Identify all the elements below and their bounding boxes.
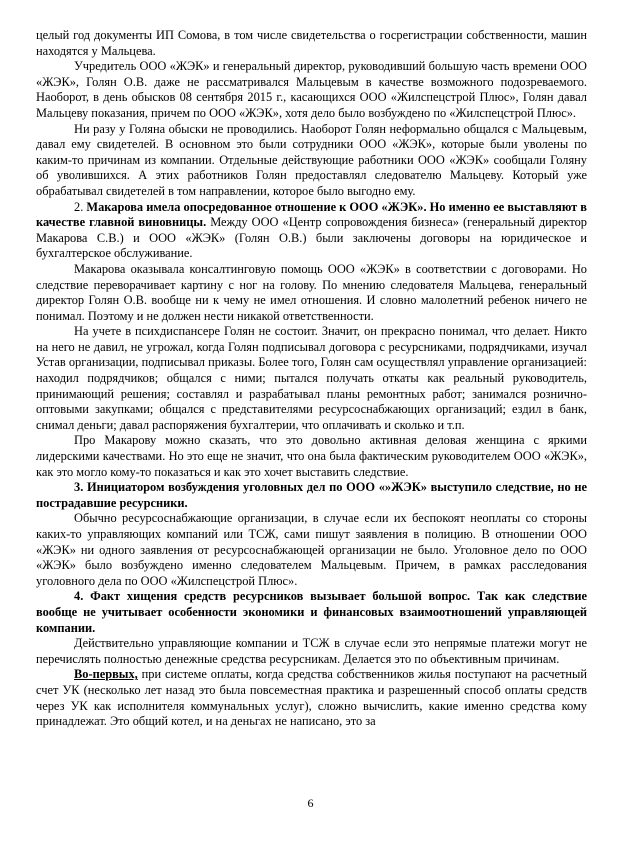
paragraph-8-heading bbox=[36, 480, 587, 511]
paragraph-4-number: 2. bbox=[74, 199, 84, 214]
paragraph-4 bbox=[36, 200, 587, 262]
paragraph-7: Про Макарову можно сказать, что это довольно активная деловая женщина с яркими лидерскими качествами. Но это еще не значит, что она была фактическим руководителем ООО «ЖЭК», как это могло кому-то показаться и как это хочет выставить следствие. bbox=[36, 433, 587, 479]
paragraph-12-lead: Во-первых, bbox=[74, 667, 138, 682]
paragraph-1: целый год документы ИП Сомова, в том числе свидетельства о госрегистрации собственности, машин находятся у Мальцева. bbox=[36, 28, 587, 58]
paragraph-12 bbox=[36, 667, 587, 729]
paragraph-5: Макарова оказывала консалтинговую помощь ООО «ЖЭК» в соответствии с договорами. Но следствие переворачивает картину с ног на голову. По мнению следователя Мальцева, генеральный директор Голян О.В. вообще ни к чему не имел отношения. И словно малолетний ребенок ничего не понимал. Поэтому и не должен нести никакой ответственности. bbox=[36, 261, 587, 323]
page-number: 6 bbox=[307, 796, 314, 810]
paragraph-6: На учете в психдиспансере Голян не состоит. Значит, он прекрасно понимал, что делает. Никто на него не давил, не угрожал, когда Голян подписывал договора с ресурсниками, подрядчиками, изучал Устав организации, подписывал приказы. Более того, Голян сам осуществлял управление организацией: находил подрядчиков; общался с ними; пытался получать откаты как реальный руководитель, принимающий решения; составлял и разрабатывал планы ремонтных работ; занимался розничнo-оптовыми закупками; общался с представителями ресурсоснабжающих организаций; ездил в банк, снимал деньги; давал распоряжения бухгалтерии, что оплачивать и сколько и т.п. bbox=[36, 324, 587, 432]
paragraph-10-heading bbox=[36, 589, 587, 636]
paragraph-9: Обычно ресурсоснабжающие организации, в случае если их беспокоят неоплаты со стороны каких-то управляющих компаний или ТСЖ, сами пишут заявления в полицию. В отношении ООО «ЖЭК» ни одного заявления от ресурсоснабжающей организации не было. Уголовное дело по ООО «ЖЭК» было возбуждено именно следователем Мальцевым. Причем, в рамках расследования уголовного дела по ООО «Жилспецстрой Плюс». bbox=[36, 511, 587, 588]
paragraph-4-text: Между ООО «Центр сопровождения бизнеса» (генеральный директор Макарова С.В.) и ООО «ЖЭК» (Голян О.В.) были заключены договоры на юридическое и бухгалтерское обслуживание. bbox=[36, 215, 587, 261]
paragraph-3: Ни разу у Голяна обыски не проводились. Наоборот Голян неформально общался с Мальцевым, давал ему свидетелей. В основном это были сотрудники ООО «ЖЭК», которые были уволены по каким-то причинам из компании. Отдельные действующие работники ООО «ЖЭК» сообщали Голяну об уволившихся. А этих работников Голян предоставлял следователю Мальцеву. Который уже обрабатывал свидетелей в том направлении, которое было выгодно ему. bbox=[36, 121, 587, 198]
paragraph-2: Учредитель ООО «ЖЭК» и генеральный директор, руководивший большую часть времени ООО «ЖЭК», Голян О.В. даже не рассматривался Мальцевым в качестве возможного подозреваемого. Наоборот, в день обысков 08 сентября 2015 г., касающихся ООО «Жилспецстрой Плюс», Голян давал Мальцеву показания, причем по ООО «ЖЭК», хотя дело было возбуждено по «Жилспецстрой Плюс». bbox=[36, 59, 587, 120]
heading-3: 3. Инициатором возбуждения уголовных дел по ООО «»ЖЭК» выступило следствие, но не пострадавшие ресурсники. bbox=[36, 480, 587, 510]
paragraph-12-text: при системе оплаты, когда средства собственников жилья поступают на расчетный счет УК (несколько лет назад это была повсеместная практика и разрешенный способ оплаты средств через УК как исполнителя коммунальных услуг), сложно вычислить, какие именно средства кому принадлежат. Это общий котел, и на деньгах не написано, это за bbox=[36, 667, 587, 729]
paragraph-4-heading: Макарова имела опосредованное отношение к ООО «ЖЭК». Но именно ее выставляют в качестве главной виновницы. bbox=[36, 199, 587, 230]
heading-4: 4. Факт хищения средств ресурсников вызывает большой вопрос. Так как следствие вообще не учитывает особенности экономики и финансовых взаимоотношений управляющей компании. bbox=[36, 589, 587, 635]
paragraph-11: Действительно управляющие компании и ТСЖ в случае если это непрямые платежи могут не перечислять полностью денежные средства ресурсникам. Делается это по объективным причинам. bbox=[36, 636, 587, 666]
